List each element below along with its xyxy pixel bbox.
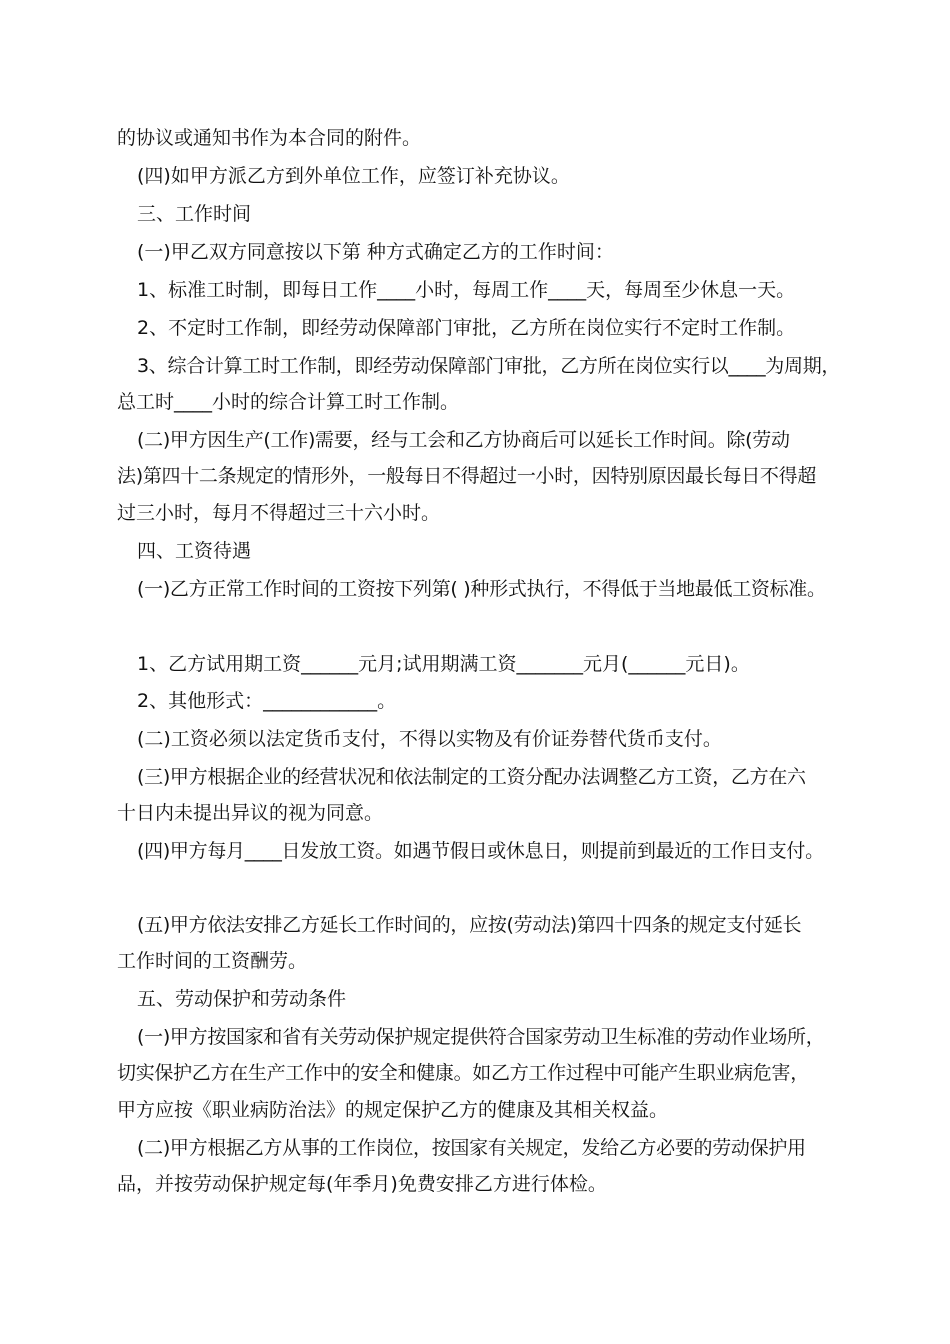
- text-line: (一)甲方按国家和省有关劳动保护规定提供符合国家劳动卫生标准的劳动作业场所，: [137, 1026, 825, 1048]
- text-line: 总工时____小时的综合计算工时工作制。: [117, 391, 460, 413]
- text-line: (一)乙方正常工作时间的工资按下列第( )种形式执行，不得低于当地最低工资标准。: [137, 578, 826, 600]
- text-line: 2、其他形式：____________。: [137, 690, 397, 712]
- text-line: 切实保护乙方在生产工作中的安全和健康。如乙方工作过程中可能产生职业病危害，: [117, 1062, 809, 1084]
- text-line: 甲方应按《职业病防治法》的规定保护乙方的健康及其相关权益。: [117, 1099, 669, 1121]
- text-line: 品，并按劳动保护规定每(年季月)免费安排乙方进行体检。: [117, 1173, 607, 1195]
- text-line: 3、综合计算工时工作制，即经劳动保障部门审批，乙方所在岗位实行以____为周期，: [137, 355, 841, 377]
- section-heading: 五、劳动保护和劳动条件: [137, 988, 347, 1010]
- text-line: 1、乙方试用期工资______元月;试用期满工资_______元月(______元日)。: [137, 653, 750, 675]
- text-line: 的协议或通知书作为本合同的附件。: [117, 127, 422, 149]
- section-heading: 四、工资待遇: [137, 540, 252, 562]
- text-line: 法)第四十二条规定的情形外，一般每日不得超过一小时，因特别原因最长每日不得超: [117, 465, 817, 487]
- text-line: (五)甲方依法安排乙方延长工作时间的，应按(劳动法)第四十四条的规定支付延长: [137, 914, 802, 936]
- text-line: (二)甲方因生产(工作)需要，经与工会和乙方协商后可以延长工作时间。除(劳动: [137, 429, 790, 451]
- text-line: 十日内未提出异议的视为同意。: [117, 802, 384, 824]
- text-line: 工作时间的工资酬劳。: [117, 950, 308, 972]
- text-line: (三)甲方根据企业的经营状况和依法制定的工资分配办法调整乙方工资，乙方在六: [137, 766, 806, 788]
- text-line: (二)甲方根据乙方从事的工作岗位，按国家有关规定，发给乙方必要的劳动保护用: [137, 1137, 806, 1159]
- text-line: 2、不定时工作制，即经劳动保障部门审批，乙方所在岗位实行不定时工作制。: [137, 317, 796, 339]
- text-line: (四)甲方每月____日发放工资。如遇节假日或休息日，则提前到最近的工作日支付。: [137, 840, 824, 862]
- section-heading: 三、工作时间: [137, 203, 252, 225]
- text-line: 1、标准工时制，即每日工作____小时，每周工作____天，每周至少休息一天。: [137, 279, 796, 301]
- text-line: (四)如甲方派乙方到外单位工作，应签订补充协议。: [137, 165, 570, 187]
- text-line: (二)工资必须以法定货币支付，不得以实物及有价证券替代货币支付。: [137, 728, 722, 750]
- text-line: 过三小时，每月不得超过三十六小时。: [117, 502, 441, 524]
- text-line: (一)甲乙双方同意按以下第 种方式确定乙方的工作时间：: [137, 241, 614, 263]
